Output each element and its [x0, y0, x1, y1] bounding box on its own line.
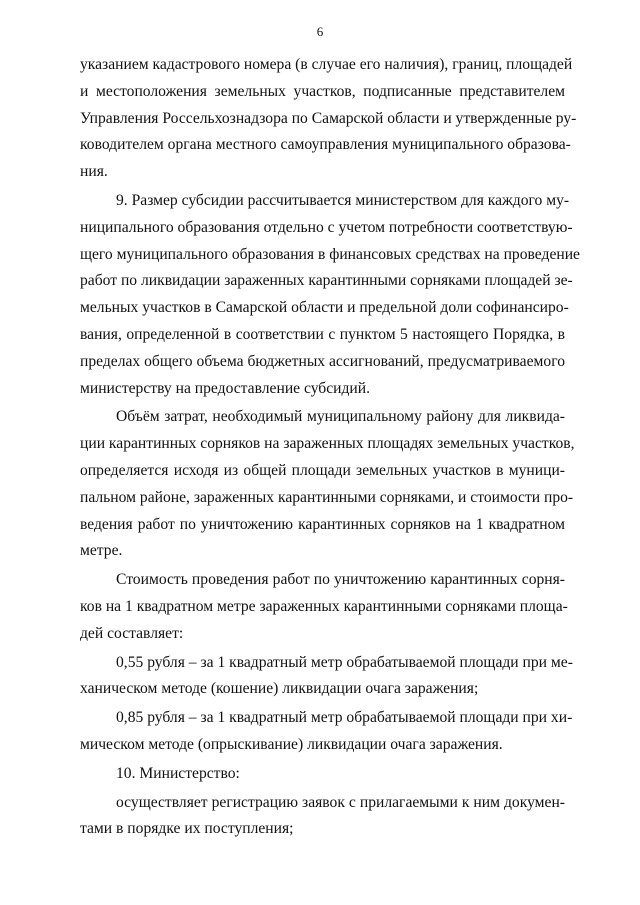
text-line: тами в порядке их поступления; — [80, 820, 294, 838]
text-line: метре. — [80, 542, 123, 560]
paragraph-mechanical-rate — [80, 650, 573, 704]
text-line: 0,85 рубля – за 1 квадратный метр обрабатываемой площади при хи- — [116, 709, 573, 727]
paragraph-registration — [80, 790, 565, 844]
document-body — [80, 52, 580, 843]
text-line: ков на 1 квадратном метре зараженных карантинными сорняками площа- — [80, 597, 568, 615]
text-line: щего муниципального образования в финансовых средствах на проведение — [80, 245, 580, 263]
paragraph-chemical-rate — [80, 705, 573, 759]
text-line: ции карантинных сорняков на зараженных площадях земельных участков, — [80, 435, 575, 453]
text-line: осуществляет регистрацию заявок с прилагаемыми к ним докумен- — [116, 793, 565, 811]
paragraph-cadastral-continuation — [80, 52, 577, 186]
page-number: 6 — [316, 24, 324, 39]
text-line: Стоимость проведения работ по уничтожению карантинных сорня- — [116, 571, 565, 589]
text-line: дей составляет: — [80, 624, 184, 642]
text-line: ханическом методе (кошение) ликвидации очага заражения; — [80, 680, 479, 698]
text-line: ниципального образования отдельно с учетом потребности соответствую- — [80, 218, 573, 236]
text-line: указанием кадастрового номера (в случае его наличия), границ, площадей — [80, 56, 573, 73]
text-line: вания, определенной в соответствии с пунктом 5 настоящего Порядка, в — [80, 325, 565, 343]
paragraph-item-10 — [80, 761, 565, 788]
text-line: 9. Размер субсидии рассчитывается министерством для каждого му- — [116, 191, 570, 209]
paragraph-item-9 — [80, 188, 580, 402]
text-line: министерству на предоставление субсидий. — [80, 379, 371, 397]
paragraph-cost-volume — [80, 404, 575, 565]
text-line: ния. — [80, 163, 108, 181]
text-line: Объём затрат, необходимый муниципальному району для ликвида- — [116, 408, 565, 426]
text-line: ководителем органа местного самоуправления муниципального образова- — [80, 136, 571, 154]
text-line: пределах общего объема бюджетных ассигнований, предусматриваемого — [80, 352, 565, 370]
text-line: Управления Россельхознадзора по Самарской области и утвержденные ру- — [80, 109, 577, 127]
text-line: 10. Министерство: — [116, 764, 240, 782]
text-line: пальном районе, зараженных карантинными сорняками, и стоимости про- — [80, 488, 574, 506]
paragraph-cost-per-meter — [80, 567, 568, 647]
text-line: мельных участков в Самарской области и предельной доли софинансиро- — [80, 299, 569, 317]
text-line: ведения работ по уничтожению карантинных сорняков на 1 квадратном — [80, 515, 565, 533]
text-line: мическом методе (опрыскивание) ликвидации очага заражения. — [80, 735, 503, 753]
text-line: определяется исходя из общей площади земельных участков в муници- — [80, 461, 565, 479]
text-line: 0,55 рубля – за 1 квадратный метр обрабатываемой площади при ме- — [116, 653, 573, 671]
text-line: работ по ликвидации зараженных карантинными сорняками площадей зе- — [80, 272, 573, 290]
text-line: и местоположения земельных участков, подписанные представителем — [80, 82, 565, 100]
